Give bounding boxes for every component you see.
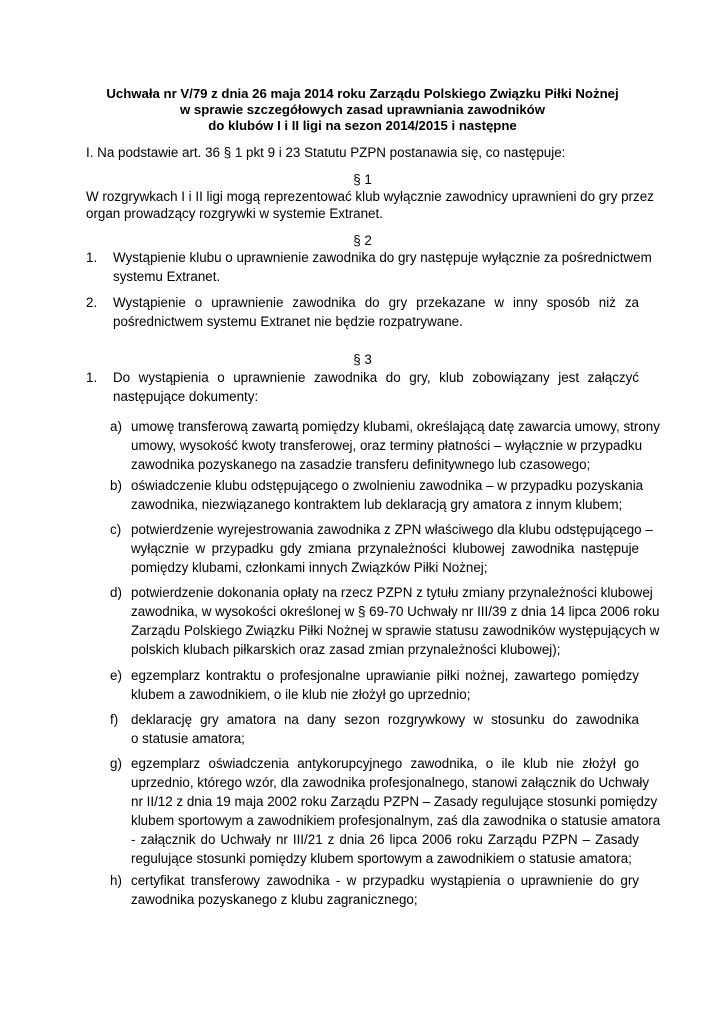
section-2-item-1 xyxy=(113,248,652,286)
text-line: klubem a zawodnikiem, o ile klub nie złożył go uprzednio; xyxy=(131,687,471,702)
subitem-a xyxy=(131,417,660,474)
text-line: egzemplarz kontraktu o profesjonalne uprawianie piłki nożnej, zawartego pomiędzy xyxy=(131,668,639,683)
text-line: egzemplarz oświadczenia antykorupcyjnego zawodnika, o ile klub nie złożył go xyxy=(131,756,639,771)
subitem-h xyxy=(131,871,639,909)
subitem-b xyxy=(131,476,644,514)
text-line: następujące dokumenty: xyxy=(113,389,259,404)
text-line: pomiędzy klubami, członkami innych Związków Piłki Nożnej; xyxy=(131,560,488,575)
subitem-letter: b) xyxy=(110,478,122,493)
text-line: certyfikat transferowy zawodnika - w przypadku wystąpienia o uprawnienie do gry xyxy=(131,873,639,888)
subitem-e xyxy=(131,666,639,704)
subitem-letter: c) xyxy=(110,522,122,537)
section-1-heading: § 1 xyxy=(353,172,372,187)
text-line: W rozgrywkach I i II ligi mogą reprezentować klub wyłącznie zawodnicy uprawnieni do gry przez xyxy=(86,189,654,204)
section-2-heading: § 2 xyxy=(353,233,372,248)
text-line: zawodnika pozyskanego z klubu zagranicznego; xyxy=(131,892,418,907)
text-line: regulujące stosunki pomiędzy klubem sportowym a zawodnikiem o statusie amatora; xyxy=(131,851,632,866)
item-number: 1. xyxy=(86,370,98,385)
item-number: 1. xyxy=(86,250,98,265)
section-1-text xyxy=(86,188,654,222)
text-line: nr II/12 z dnia 19 maja 2002 roku Zarządu PZPN – Zasady regulujące stosunki pomiędzy xyxy=(131,794,658,809)
text-line: uprzednio, którego wzór, dla zawodnika profesjonalnego, stanowi załącznik do Uchwały xyxy=(131,775,650,790)
text-line: - załącznik do Uchwały nr III/21 z dnia 26 lipca 2006 roku Zarządu PZPN – Zasady xyxy=(131,832,639,847)
text-line: oświadczenie klubu odstępującego o zwolnieniu zawodnika – w przypadku pozyskania xyxy=(131,478,644,493)
text-line: systemu Extranet. xyxy=(113,269,221,284)
subitem-letter: d) xyxy=(110,585,122,600)
text-line: deklarację gry amatora na dany sezon rozgrywkowy w stosunku do zawodnika xyxy=(131,712,639,727)
text-line: polskich klubach piłkarskich oraz zasad zmian przynależności klubowej); xyxy=(131,642,561,657)
text-line: potwierdzenie wyrejestrowania zawodnika z ZPN właściwego dla klubu odstępującego – xyxy=(131,522,653,537)
text-line: klubem sportowym a zawodnikiem profesjonalnym, zaś dla zawodnika o statusie amatora xyxy=(131,813,661,828)
subitem-letter: g) xyxy=(110,756,122,771)
text-line: wyłącznie w przypadku gdy zmiana przynależności klubowej zawodnika następuje xyxy=(131,541,639,556)
text-line: Wystąpienie klubu o uprawnienie zawodnika do gry następuje wyłącznie za pośrednictwem xyxy=(113,250,652,265)
section-2-item-2 xyxy=(113,293,639,331)
subitem-g xyxy=(131,754,661,868)
text-line: Wystąpienie o uprawnienie zawodnika do gry przekazane w inny sposób niż za xyxy=(113,295,639,310)
subitem-d xyxy=(131,583,660,659)
text-line: zawodnika, niezwiązanego kontraktem lub deklaracją gry amatora z innym klubem; xyxy=(131,497,623,512)
text-line: potwierdzenie dokonania opłaty na rzecz PZPN z tytułu zmiany przynależności klubowej xyxy=(131,585,653,600)
text-line: Do wystąpienia o uprawnienie zawodnika do gry, klub zobowiązany jest załączyć xyxy=(113,370,639,385)
document-title xyxy=(80,86,645,134)
text-line: zawodnika pozyskanego na zasadzie transferu definitywnego lub czasowego; xyxy=(131,457,591,472)
text-line: zawodnika, w wysokości określonej w § 69-70 Uchwały nr III/39 z dnia 14 lipca 2006 roku xyxy=(131,604,660,619)
text-line: pośrednictwem systemu Extranet nie będzie rozpatrywane. xyxy=(113,314,463,329)
subitem-letter: f) xyxy=(110,712,119,727)
text-line: umowy, wysokość kwoty transferowej, oraz terminy płatności – wyłącznie w przypadku xyxy=(131,438,643,453)
subitem-f xyxy=(131,710,639,748)
text-line: organ prowadzący rozgrywki w systemie Extranet. xyxy=(86,206,383,221)
text-line: Zarządu Polskiego Związku Piłki Nożnej w sprawie statusu zawodników występujących w xyxy=(131,623,660,638)
section-3-item-1 xyxy=(113,368,639,406)
subitem-letter: a) xyxy=(110,419,122,434)
intro-paragraph: I. Na podstawie art. 36 § 1 pkt 9 i 23 Statutu PZPN postanawia się, co następuje: xyxy=(86,145,566,160)
text-line: umowę transferową zawartą pomiędzy klubami, określającą datę zawarcia umowy, strony xyxy=(131,419,660,434)
subitem-c xyxy=(131,520,653,577)
title-line-2: w sprawie szczegółowych zasad uprawniania zawodników xyxy=(180,102,545,117)
title-line-3: do klubów I i II ligi na sezon 2014/2015 i następne xyxy=(208,118,517,133)
text-line: o statusie amatora; xyxy=(131,731,245,746)
subitem-letter: e) xyxy=(110,668,122,683)
section-3-heading: § 3 xyxy=(353,352,372,367)
title-line-1: Uchwała nr V/79 z dnia 26 maja 2014 roku Zarządu Polskiego Związku Piłki Nożnej xyxy=(106,86,619,101)
item-number: 2. xyxy=(86,295,98,310)
subitem-letter: h) xyxy=(110,873,122,888)
